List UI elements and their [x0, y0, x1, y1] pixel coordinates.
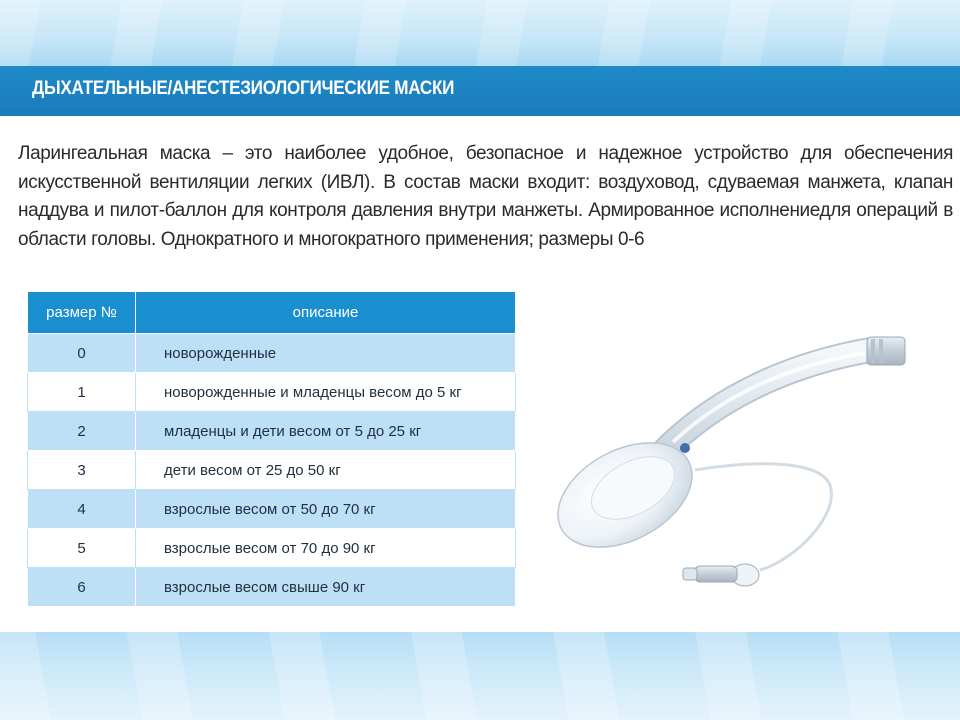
table-row	[28, 412, 516, 451]
description-cell: взрослые весом от 70 до 90 кг	[136, 529, 516, 568]
description-cell: новорожденные и младенцы весом до 5 кг	[136, 373, 516, 412]
table-header-row	[28, 292, 516, 334]
laryngeal-mask-image	[545, 320, 945, 620]
description-cell: взрослые весом от 50 до 70 кг	[136, 490, 516, 529]
size-cell: 5	[28, 529, 136, 568]
description-cell: новорожденные	[136, 334, 516, 373]
table-row	[28, 529, 516, 568]
description-cell: младенцы и дети весом от 5 до 25 кг	[136, 412, 516, 451]
bottom-decorative-band	[0, 632, 960, 720]
size-cell: 3	[28, 451, 136, 490]
slide-title: ДЫХАТЕЛЬНЫЕ/АНЕСТЕЗИОЛОГИЧЕСКИЕ МАСКИ	[32, 78, 455, 99]
size-cell: 6	[28, 568, 136, 607]
description-cell: взрослые весом свыше 90 кг	[136, 568, 516, 607]
column-header-description: описание	[136, 292, 516, 334]
top-decorative-band	[0, 0, 960, 66]
size-cell: 2	[28, 412, 136, 451]
table-row	[28, 373, 516, 412]
table-row	[28, 490, 516, 529]
table-row	[28, 568, 516, 607]
column-header-size: размер №	[28, 292, 136, 334]
description-paragraph: Ларингеальная маска – это наиболее удобное, безопасное и надежное устройство для обеспечения искусственной вентиляции легких (ИВЛ). В состав маски входит: воздуховод, сдуваемая манжета, клапан наддува и пилот-баллон для контроля давления внутри манжеты. Армированное исполнениедля операций в области головы. Однократного и многократного применения; размеры 0-6	[18, 143, 953, 250]
description-cell: дети весом от 25 до 50 кг	[136, 451, 516, 490]
size-table	[27, 291, 516, 607]
table-row	[28, 334, 516, 373]
size-cell: 1	[28, 373, 136, 412]
table-row	[28, 451, 516, 490]
size-cell: 4	[28, 490, 136, 529]
size-cell: 0	[28, 334, 136, 373]
